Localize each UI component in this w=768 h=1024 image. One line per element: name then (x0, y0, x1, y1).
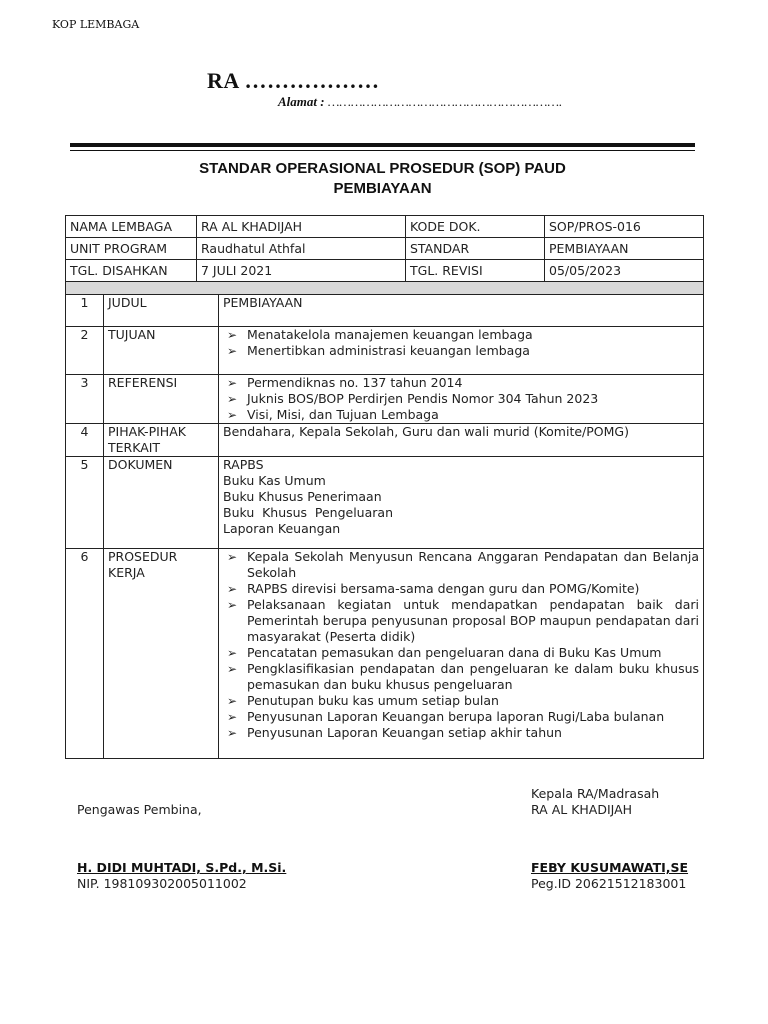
title-line-2: PEMBIAYAAN (333, 180, 432, 197)
shaded-cell (66, 282, 704, 295)
header-rule-thin (70, 150, 695, 151)
address-line (278, 94, 562, 110)
meta-row (66, 238, 704, 260)
signature-id-right: Peg.ID 20621512183001 (531, 876, 687, 891)
kop-lembaga: KOP LEMBAGA (52, 18, 140, 31)
signature-role-right-1: Kepala RA/Madrasah (531, 786, 660, 801)
list-item: ➢ Kepala Sekolah Menyusun Rencana Anggaran Pendapatan dan Belanja Sekolah (223, 549, 699, 581)
document-item: RAPBS (223, 457, 264, 472)
sop-content-table (65, 281, 704, 759)
list-item: ➢ Penyusunan Laporan Keuangan setiap akhir tahun (223, 725, 699, 741)
meta-row (66, 216, 704, 238)
row-label: TUJUAN (104, 327, 219, 375)
meta-cell: Raudhatul Athfal (197, 238, 406, 260)
list-item: ➢ Penutupan buku kas umum setiap bulan (223, 693, 699, 709)
row-number: 6 (66, 549, 104, 759)
title-line-1: STANDAR OPERASIONAL PROSEDUR (SOP) PAUD (199, 160, 566, 177)
meta-cell: NAMA LEMBAGA (66, 216, 197, 238)
row-number: 2 (66, 327, 104, 375)
row-label: REFERENSI (104, 375, 219, 424)
meta-cell: PEMBIAYAAN (545, 238, 704, 260)
signature-role-left: Pengawas Pembina, (77, 802, 202, 817)
signature-name-left: H. DIDI MUHTADI, S.Pd., M.Si. (77, 860, 287, 875)
list-item: ➢ Pencatatan pemasukan dan pengeluaran dana di Buku Kas Umum (223, 645, 699, 661)
address-dots: ……………………………………………………. (327, 94, 563, 109)
bullet-list (223, 549, 699, 741)
document-item: Buku Khusus Penerimaan (223, 489, 382, 504)
meta-cell: SOP/PROS-016 (545, 216, 704, 238)
ra-name-line: RA ……………… (207, 68, 380, 93)
row-number: 3 (66, 375, 104, 424)
meta-row (66, 260, 704, 282)
meta-cell: UNIT PROGRAM (66, 238, 197, 260)
row-label: DOKUMEN (104, 457, 219, 549)
row-label: PROSEDUR KERJA (104, 549, 219, 759)
row-number: 5 (66, 457, 104, 549)
signature-role-right-2: RA AL KHADIJAH (531, 802, 633, 817)
table-row (66, 295, 704, 327)
bullet-list (223, 375, 699, 423)
row-number: 1 (66, 295, 104, 327)
row-content (219, 327, 704, 375)
row-label: JUDUL (104, 295, 219, 327)
row-content (219, 549, 704, 759)
document-meta-table (65, 215, 704, 282)
meta-cell: RA AL KHADIJAH (197, 216, 406, 238)
list-item: ➢ Menertibkan administrasi keuangan lembaga (223, 343, 699, 359)
meta-cell: TGL. REVISI (406, 260, 545, 282)
row-content (219, 457, 704, 549)
row-content: Bendahara, Kepala Sekolah, Guru dan wali murid (Komite/POMG) (219, 424, 704, 457)
table-row (66, 549, 704, 759)
meta-cell: 05/05/2023 (545, 260, 704, 282)
row-content (219, 375, 704, 424)
list-item: ➢ Permendiknas no. 137 tahun 2014 (223, 375, 699, 391)
table-row (66, 457, 704, 549)
document-list (223, 457, 393, 537)
table-row (66, 424, 704, 457)
shaded-separator-row (66, 282, 704, 295)
meta-cell: TGL. DISAHKAN (66, 260, 197, 282)
list-item: ➢ RAPBS direvisi bersama-sama dengan guru dan POMG/Komite) (223, 581, 699, 597)
table-row (66, 375, 704, 424)
row-number: 4 (66, 424, 104, 457)
table-row (66, 327, 704, 375)
meta-cell: STANDAR (406, 238, 545, 260)
address-label: Alamat : (278, 94, 325, 109)
document-title (70, 159, 695, 199)
list-item: ➢ Pelaksanaan kegiatan untuk mendapatkan pendapatan baik dari Pemerintah berupa penyusunan proposal BOP maupun pendapatan dari masyarakat (Peserta didik) (223, 597, 699, 645)
list-item: ➢ Menatakelola manajemen keuangan lembaga (223, 327, 699, 343)
row-content: PEMBIAYAAN (219, 295, 704, 327)
row-label: PIHAK-PIHAK TERKAIT (104, 424, 219, 457)
document-item: Buku Kas Umum (223, 473, 326, 488)
meta-cell: 7 JULI 2021 (197, 260, 406, 282)
list-item: ➢ Visi, Misi, dan Tujuan Lembaga (223, 407, 699, 423)
list-item: ➢ Juknis BOS/BOP Perdirjen Pendis Nomor 304 Tahun 2023 (223, 391, 699, 407)
signature-id-left: NIP. 198109302005011002 (77, 876, 247, 891)
list-item: ➢ Pengklasifikasian pendapatan dan pengeluaran ke dalam buku khusus pemasukan dan buku khusus pengeluaran (223, 661, 699, 693)
bullet-list (223, 327, 699, 359)
signature-name-right: FEBY KUSUMAWATI,SE (531, 860, 689, 875)
header-rule-thick (70, 143, 695, 147)
meta-cell: KODE DOK. (406, 216, 545, 238)
document-item: Buku Khusus Pengeluaran Laporan Keuangan (223, 505, 393, 536)
list-item: ➢ Penyusunan Laporan Keuangan berupa laporan Rugi/Laba bulanan (223, 709, 699, 725)
